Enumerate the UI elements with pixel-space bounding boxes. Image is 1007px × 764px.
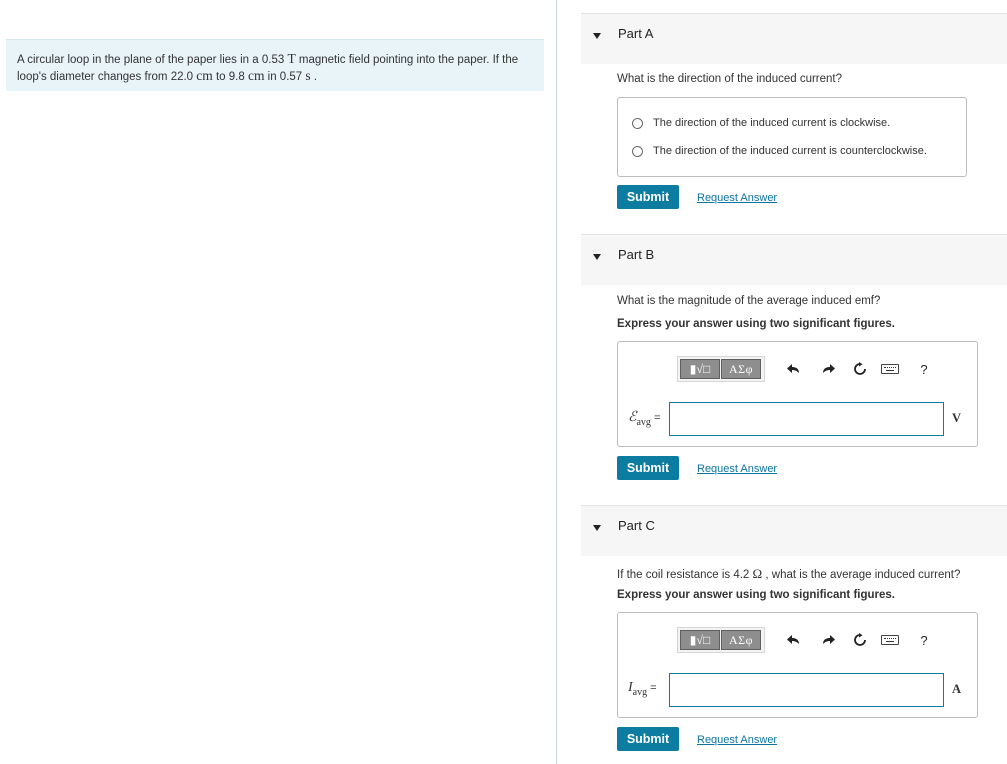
undo-icon[interactable] bbox=[784, 629, 804, 651]
option-counterclockwise[interactable] bbox=[632, 143, 927, 159]
symbols-button[interactable]: ΑΣφ bbox=[721, 630, 761, 650]
part-c-header[interactable] bbox=[581, 505, 1007, 556]
keyboard-icon[interactable] bbox=[880, 358, 900, 380]
part-a-options bbox=[617, 97, 967, 177]
radio-button[interactable] bbox=[632, 146, 643, 157]
part-b-title: Part B bbox=[618, 247, 655, 262]
option-label: The direction of the induced current is counterclockwise. bbox=[653, 145, 927, 157]
problem-text: A circular loop in the plane of the paper lies in a 0.53 bbox=[17, 54, 288, 66]
redo-icon[interactable] bbox=[818, 629, 838, 651]
part-a-request-answer-link[interactable]: Request Answer bbox=[697, 192, 778, 204]
option-label: The direction of the induced current is clockwise. bbox=[653, 117, 891, 129]
part-b-question: What is the magnitude of the average induced emf? bbox=[617, 295, 881, 307]
problem-text: magnetic field pointing into the paper. If the loop's diameter changes from 22.0 bbox=[17, 54, 519, 83]
problem-text: in 0.57 bbox=[264, 71, 306, 83]
radio-button[interactable] bbox=[632, 118, 643, 129]
option-clockwise[interactable] bbox=[632, 115, 890, 131]
problem-unit: s bbox=[305, 68, 311, 83]
part-b-submit-button[interactable]: Submit bbox=[617, 456, 679, 480]
variable-symbol: ℰ bbox=[628, 410, 637, 425]
problem-text: to 9.8 bbox=[212, 71, 248, 83]
unit-label: V bbox=[952, 411, 962, 425]
emf-answer-input[interactable] bbox=[669, 402, 944, 436]
part-c-title: Part C bbox=[618, 518, 655, 533]
reset-icon[interactable] bbox=[850, 358, 870, 380]
equals-sign: = bbox=[653, 412, 661, 424]
part-a-submit-button[interactable]: Submit bbox=[617, 185, 679, 209]
triangle-down-icon[interactable] bbox=[593, 33, 601, 39]
emf-variable-label bbox=[628, 409, 660, 428]
symbols-button[interactable]: ΑΣφ bbox=[721, 359, 761, 379]
question-text: If the coil resistance is 4.2 bbox=[617, 569, 753, 581]
current-answer-input[interactable] bbox=[669, 673, 944, 707]
math-toolbar bbox=[674, 353, 964, 385]
variable-symbol: I bbox=[628, 680, 633, 695]
problem-text: . bbox=[310, 71, 318, 83]
current-variable-label bbox=[628, 680, 657, 698]
part-a-header[interactable] bbox=[581, 13, 1007, 64]
help-icon[interactable]: ? bbox=[920, 632, 928, 648]
template-group bbox=[677, 356, 765, 382]
part-c-answer-box bbox=[617, 612, 978, 718]
part-c-submit-button[interactable]: Submit bbox=[617, 727, 679, 751]
part-c-request-answer-link[interactable]: Request Answer bbox=[697, 734, 778, 746]
templates-button[interactable]: ▮√□ bbox=[680, 359, 720, 379]
part-c-instruction: Express your answer using two significant figures. bbox=[617, 589, 895, 601]
part-c-question bbox=[617, 566, 960, 582]
redo-icon[interactable] bbox=[818, 358, 838, 380]
problem-unit: cm bbox=[247, 68, 265, 83]
problem-unit: cm bbox=[196, 68, 213, 83]
template-group bbox=[677, 627, 765, 653]
part-b-answer-box bbox=[617, 341, 978, 447]
variable-subscript: avg bbox=[636, 416, 651, 428]
part-a-question: What is the direction of the induced current? bbox=[617, 73, 843, 85]
variable-subscript: avg bbox=[632, 686, 648, 698]
panel-divider bbox=[556, 0, 557, 764]
triangle-down-icon[interactable] bbox=[593, 525, 601, 531]
equals-sign: = bbox=[650, 682, 657, 694]
reset-icon[interactable] bbox=[850, 629, 870, 651]
keyboard-icon[interactable] bbox=[880, 629, 900, 651]
triangle-down-icon[interactable] bbox=[593, 254, 601, 260]
problem-unit: T bbox=[287, 51, 296, 66]
problem-statement bbox=[6, 39, 544, 91]
help-icon[interactable]: ? bbox=[920, 361, 928, 377]
templates-button[interactable]: ▮√□ bbox=[680, 630, 720, 650]
question-unit: Ω bbox=[752, 566, 763, 581]
part-a-title: Part A bbox=[618, 26, 654, 41]
undo-icon[interactable] bbox=[784, 358, 804, 380]
part-b-header[interactable] bbox=[581, 234, 1007, 285]
question-text: , what is the average induced current? bbox=[762, 569, 961, 581]
unit-label: A bbox=[952, 682, 962, 696]
part-b-request-answer-link[interactable]: Request Answer bbox=[697, 463, 778, 475]
math-toolbar bbox=[674, 624, 964, 656]
part-b-instruction: Express your answer using two significant figures. bbox=[617, 318, 895, 330]
